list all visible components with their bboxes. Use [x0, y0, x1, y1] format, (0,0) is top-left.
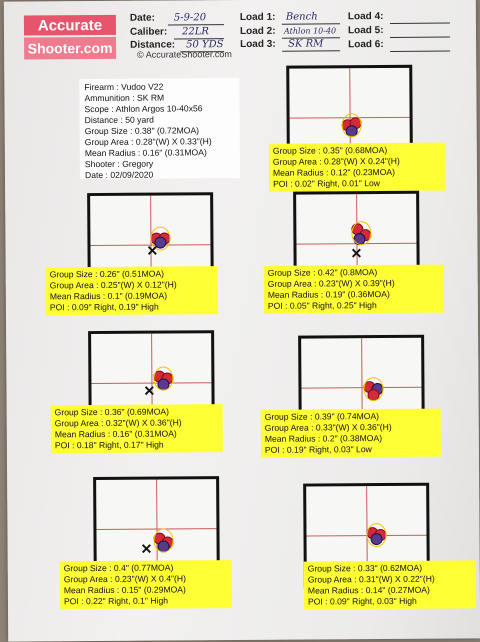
load3-value: SK RM [288, 38, 324, 50]
info-mean-radius: Mean Radius : 0.16" (0.31MOA) [84, 147, 207, 159]
group-stats-4: Group Size : 0.36" (0.69MOA) Group Area : 0.32"(W) X 0.36"(H) Mean Radius : 0.16" (0.31MOA) POI : 0.18" Right, 0.17" High [51, 404, 223, 453]
shot-group [349, 221, 373, 245]
group-stats-1: Group Size : 0.35" (0.68MOA) Group Area : 0.28"(W) X 0.24"(H) Mean Radius : 0.12" (0.23MOA) POI : 0.02" Right, 0.01" Low [269, 143, 445, 192]
shot-group [152, 528, 176, 552]
info-distance: Distance : 50 yard [84, 114, 154, 126]
load5-label: Load 5: [347, 25, 384, 37]
shot-group [340, 113, 364, 137]
distance-value: 50 YDS [186, 39, 224, 51]
aim-point-x: ✕ [143, 382, 156, 399]
info-ammunition: Ammunition : SK RM [84, 92, 165, 104]
group-stats-7: Group Size : 0.33" (0.62MOA) Group Area : 0.31"(W) X 0.22"(H) Mean Radius : 0.14" (0.27MOA) POI : 0.09" Right, 0.03" High [304, 560, 476, 609]
brand-logo-top: Accurate [24, 15, 116, 36]
shot-group [364, 523, 388, 547]
info-date: Date : 02/09/2020 [84, 169, 154, 181]
caliber-label: Caliber: [129, 26, 168, 38]
info-group-size: Group Size : 0.38" (0.72MOA) [84, 125, 200, 137]
group-stats-3: Group Size : 0.42" (0.8MOA) Group Area : 0.23"(W) X 0.39"(H) Mean Radius : 0.19" (0.36MOA) POI : 0.05" Right, 0.25" High [264, 265, 444, 314]
group-stats-2: Group Size : 0.26" (0.51MOA) Group Area : 0.25"(W) X 0.12"(H) Mean Radius : 0.1" (0.19MOA) POI : 0.09" Right, 0.19" High [46, 266, 218, 315]
date-value: 5-9-20 [173, 12, 207, 24]
load1-label: Load 1: [239, 11, 276, 24]
load6-label: Load 6: [348, 39, 384, 51]
info-firearm: Firearm : Vudoo V22 [84, 81, 164, 93]
load1-value: Bench [285, 11, 318, 23]
info-shooter: Shooter : Gregory [84, 158, 154, 170]
aim-point-x: ✕ [146, 242, 159, 259]
aim-point-x: ✕ [140, 540, 153, 557]
caliber-value: 22LR [181, 26, 209, 38]
target-sheet [4, 0, 480, 642]
copyright-text: © AccurateShooter.com [137, 49, 232, 60]
distance-label: Distance: [130, 39, 176, 51]
load4-label: Load 4: [347, 11, 384, 23]
date-label: Date: [129, 12, 155, 24]
load2-label: Load 2: [239, 25, 276, 38]
group-stats-5: Group Size : 0.39" (0.74MOA) Group Area : 0.33"(W) X 0.36"(H) Mean Radius : 0.2" (0.38MOA) POI : 0.19" Right, 0.03" Low [261, 409, 441, 458]
brand-logo-bottom: Shooter.com [24, 37, 116, 60]
load3-label: Load 3: [240, 38, 276, 51]
load2-value: Athlon 10-40 [283, 26, 337, 36]
shot-group [361, 377, 385, 401]
group-stats-6: Group Size : 0.4" (0.77MOA) Group Area : 0.23"(W) X 0.4"(H) Mean Radius : 0.15" (0.29MOA) POI : 0.22" Right, 0.1" High [60, 560, 232, 609]
session-info-box [79, 78, 240, 179]
aim-point-x: ✕ [350, 245, 363, 262]
info-scope: Scope : Athlon Argos 10-40x56 [84, 103, 203, 115]
info-group-area: Group Area : 0.28"(W) X 0.33"(H) [84, 136, 212, 148]
